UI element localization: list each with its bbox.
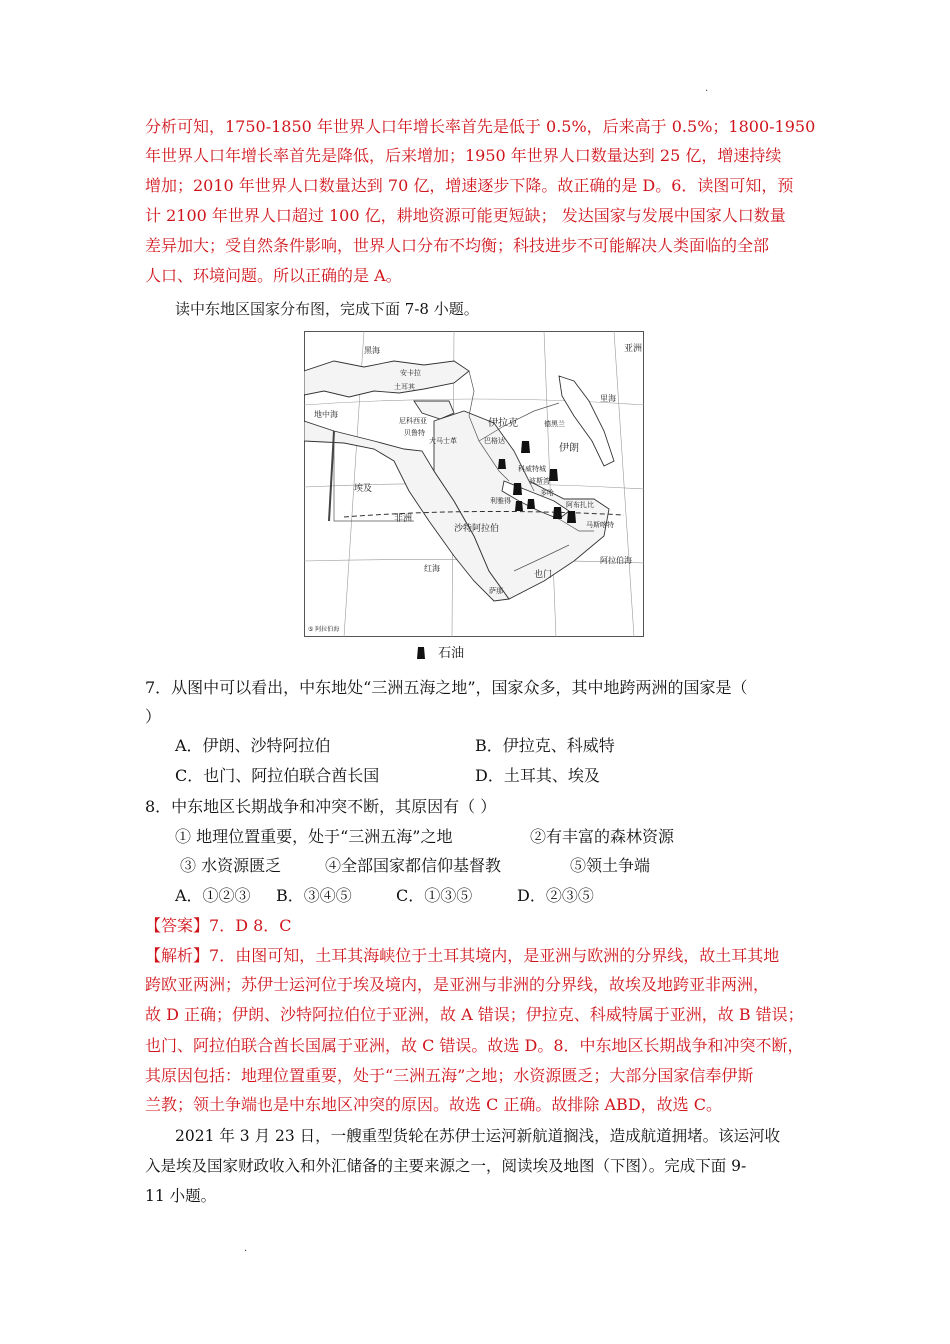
analysis-line: 年世界人口年增长率首先是降低，后来增加；1950 年世界人口数量达到 25 亿，增速持续 — [145, 146, 782, 165]
analysis-line: 其原因包括：地理位置重要，处于“三洲五海”之地；水资源匮乏；大部分国家信奉伊斯 — [145, 1066, 754, 1085]
q8-option-d: D．②③⑤ — [517, 886, 594, 905]
analysis-line: 兰教；领土争端也是中东地区冲突的原因。故选 C 正确。故排除 ABD，故选 C。 — [145, 1095, 722, 1114]
oil-icon — [549, 469, 558, 481]
q7-option-b: B．伊拉克、科威特 — [475, 736, 615, 755]
q7-option-a: A．伊朗、沙特阿拉伯 — [175, 736, 331, 755]
label-med: 地中海 — [314, 410, 338, 419]
q7-option-d: D．土耳其、埃及 — [475, 766, 600, 785]
label-damascus: 大马士革 — [429, 437, 457, 445]
q8-stem: 8．中东地区长期战争和冲突不断，其原因有（ ） — [145, 797, 497, 816]
label-saudi: 沙特阿拉伯 — [454, 524, 500, 534]
q8-option-b: B．③④⑤ — [276, 886, 352, 905]
label-tehran: 德黑兰 — [544, 420, 565, 428]
answer-tag: 【答案】 — [145, 916, 210, 935]
oil-icon — [416, 647, 426, 659]
q8-option-c: C．①③⑤ — [396, 886, 473, 905]
label-footnote: ⑤ 阿拉伯海 — [308, 626, 340, 633]
label-yemen: 也门 — [534, 570, 553, 580]
label-doha: 多哈 — [540, 489, 554, 497]
label-abu-dhabi: 阿布扎比 — [566, 501, 594, 509]
oil-icon — [515, 501, 523, 511]
label-baghdad: 巴格达 — [484, 437, 505, 445]
analysis-first-line — [145, 946, 779, 966]
label-turkey: 土耳其 — [394, 383, 415, 391]
label-ankara: 安卡拉 — [400, 369, 421, 377]
analysis-text: 7．由图可知，土耳其海峡位于土耳其境内，是亚洲与欧洲的分界线，故土耳其地 — [209, 946, 780, 965]
label-iran: 伊朗 — [559, 443, 579, 454]
label-black-sea: 黑海 — [364, 346, 380, 355]
oil-icon — [521, 441, 530, 453]
q8-item-2: ②有丰富的森林资源 — [530, 827, 675, 846]
analysis-line: 人口、环境问题。所以正确的是 A。 — [145, 266, 402, 285]
oil-icon — [513, 483, 522, 495]
oil-icon — [498, 459, 506, 469]
oil-icon — [527, 499, 535, 509]
analysis-line: 跨欧亚两洲；苏伊士运河位于埃及境内，是亚洲与非洲的分界线，故埃及地跨亚非两洲， — [145, 975, 770, 994]
q8-item-1: ① 地理位置重要，处于“三洲五海”之地 — [175, 827, 453, 846]
label-red-sea: 红海 — [424, 564, 440, 573]
q7-stem: 7．从图中可以看出，中东地处“三洲五海之地”，国家众多，其中地跨两洲的国家是（ — [145, 678, 748, 697]
legend-label: 石油 — [438, 646, 465, 661]
label-kuwait: 科威特城 — [518, 465, 546, 473]
label-muscat: 马斯喀特 — [586, 521, 614, 529]
q8-item-5: ⑤领土争端 — [570, 856, 651, 875]
q8-option-a: A．①②③ — [175, 886, 251, 905]
page-speck: · — [705, 86, 709, 97]
analysis-line: 故 D 正确；伊朗、沙特阿拉伯位于亚洲，故 A 错误；伊拉克、科威特属于亚洲，故 B 错误； — [145, 1005, 804, 1024]
q7-option-c: C．也门、阿拉伯联合酋长国 — [175, 766, 380, 785]
intro-9-11-line: 2021 年 3 月 23 日，一艘重型货轮在苏伊士运河新航道搁浅，造成航道拥堵。该运河收 — [175, 1127, 781, 1145]
label-asia: 亚洲 — [624, 344, 643, 354]
label-egypt: 埃及 — [354, 484, 373, 494]
middle-east-map — [304, 331, 644, 637]
intro-9-11-line: 入是埃及国家财政收入和外汇储备的主要来源之一，阅读埃及地图（下图）。完成下面 9- — [145, 1157, 747, 1175]
intro-9-11-line: 11 小题。 — [145, 1187, 217, 1205]
label-arabian-sea: 阿拉伯海 — [600, 556, 632, 565]
analysis-line: 计 2100 年世界人口超过 100 亿，耕地资源可能更短缺； 发达国家与发展中国家人口数量 — [145, 206, 786, 225]
q8-item-3: ③ 水资源匮乏 — [180, 856, 282, 875]
map-legend — [416, 646, 464, 662]
label-iraq: 伊拉克 — [488, 418, 518, 429]
label-riyadh: 利雅得 — [490, 497, 511, 505]
page-speck: · — [244, 1246, 248, 1257]
analysis-line: 增加；2010 年世界人口数量达到 70 亿，增速逐步下降。故正确的是 D。6．读图可知，预 — [145, 176, 794, 195]
label-sanaa: 萨那 — [489, 587, 503, 595]
answer-line — [145, 916, 292, 936]
intro-7-8: 读中东地区国家分布图，完成下面 7-8 小题。 — [175, 300, 479, 318]
analysis-line: 也门、阿拉伯联合酋长国属于亚洲，故 C 错误。故选 D。8．中东地区长期战争和冲突不断， — [145, 1036, 804, 1055]
q7-stem-cont: ） — [145, 707, 162, 726]
label-caspian: 里海 — [600, 394, 616, 403]
label-beirut: 贝鲁特 — [404, 429, 425, 437]
oil-icon — [567, 511, 576, 523]
answer-text: 7．D 8．C — [209, 916, 292, 935]
analysis-line: 差异加大；受自然条件影响，世界人口分布不均衡；科技进步不可能解决人类面临的全部 — [145, 236, 770, 255]
oil-icon — [553, 507, 562, 519]
label-nicosia: 尼科西亚 — [399, 417, 427, 425]
q8-item-4: ④全部国家都信仰基督教 — [325, 856, 502, 875]
analysis-line: 分析可知，1750-1850 年世界人口年增长率首先是低于 0.5%，后来高于 0.5%；1800-1950 — [145, 117, 816, 136]
label-africa: 非洲 — [394, 514, 413, 524]
analysis-tag: 【解析】 — [145, 946, 210, 965]
label-persian-gulf: 波斯湾 — [529, 477, 550, 485]
